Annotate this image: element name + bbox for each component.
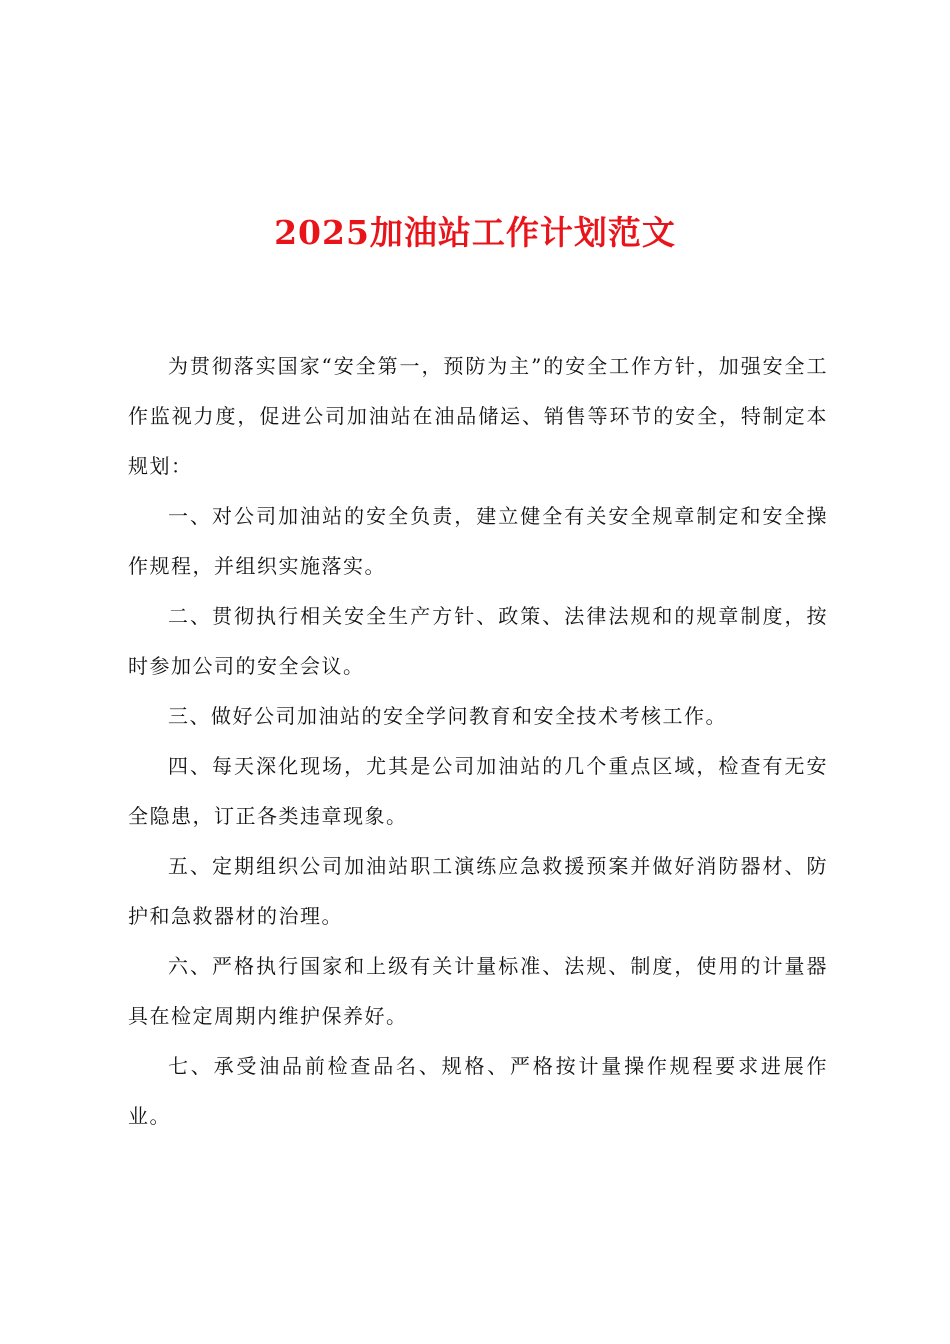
- paragraph-item-4: 四、每天深化现场，尤其是公司加油站的几个重点区域，检查有无安全隐患，订正各类违章现象。: [128, 754, 828, 828]
- paragraph-item-7: 七、承受油品前检查品名、规格、严格按计量操作规程要求进展作业。: [128, 1054, 828, 1128]
- paragraph-item-3: 三、做好公司加油站的安全学问教育和安全技术考核工作。: [168, 704, 727, 728]
- document-body: [128, 341, 828, 1141]
- document-title: 2025加油站工作计划范文: [274, 213, 676, 252]
- paragraph-item-5: 五、定期组织公司加油站职工演练应急救援预案并做好消防器材、防护和急救器材的治理。: [128, 854, 828, 928]
- paragraph-item-1: 一、对公司加油站的安全负责，建立健全有关安全规章制定和安全操作规程，并组织实施落实。: [128, 504, 828, 578]
- paragraph-item-6: 六、严格执行国家和上级有关计量标准、法规、制度，使用的计量器具在检定周期内维护保养好。: [128, 954, 828, 1028]
- paragraph-intro: 为贯彻落实国家“安全第一，预防为主”的安全工作方针，加强安全工作监视力度，促进公司加油站在油品储运、销售等环节的安全，特制定本规划：: [128, 354, 828, 478]
- paragraph-item-2: 二、贯彻执行相关安全生产方针、政策、法律法规和的规章制度，按时参加公司的安全会议。: [128, 604, 828, 678]
